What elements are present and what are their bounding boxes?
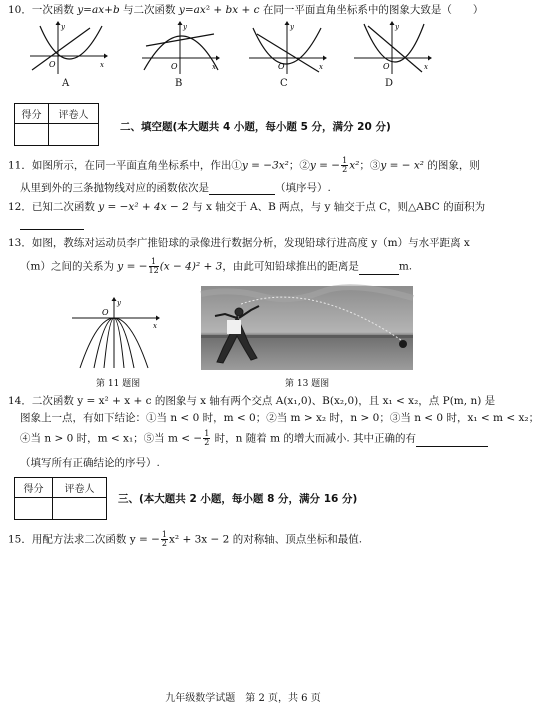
- score-cell-2[interactable]: [15, 498, 53, 520]
- q10-a-y-label: y: [61, 23, 65, 31]
- q10-d-y-label: y: [395, 23, 399, 31]
- q10-a-origin: O: [49, 60, 56, 69]
- q13-line2: （m）之间的关系为 y = − $\frac{1}{12}$ (x − 4)² + 3，由此可知铅球推出的距离是 m.: [20, 257, 413, 275]
- page-footer: 九年级数学试题 第 2 页，共 6 页: [165, 693, 321, 704]
- q11-line1: 11．如图所示，在同一平面直角坐标系中，作出①y = −3x²；②y = − $\frac{1}{2}$ x²；③y = − x² 的图象，则: [8, 156, 480, 174]
- q10-a-x-label: x: [100, 61, 104, 69]
- q10-graph-c: [247, 20, 327, 75]
- q10-text: 10．一次函数 y=ax+b 与二次函数 y=ax² + bx + c 在同一平面直角坐标系中的图象大致是（ ）: [8, 4, 484, 16]
- fig11-parabolas: [70, 296, 166, 370]
- q14-fraction: $\frac{1}{2}$: [204, 429, 210, 447]
- q14-line1: 14．二次函数 y = x² + x + c 的图象与 x 轴有两个交点 A(x₁,0)、B(x₂,0)，且 x₁ < x₂，点 P(m, n) 是: [8, 395, 496, 407]
- fig13-caption: 第 13 题图: [285, 379, 330, 389]
- q10-c-x-label: x: [319, 63, 323, 71]
- score-box-section2: [14, 103, 99, 146]
- fig11-caption: 第 11 题图: [96, 379, 141, 389]
- q10-b-y-label: y: [183, 23, 187, 31]
- q10-option-c[interactable]: C: [280, 78, 288, 89]
- section2-heading: 二、填空题(本大题共 4 小题，每小题 5 分，满分 20 分): [120, 121, 391, 133]
- score-header-2: 得分: [15, 478, 53, 498]
- q10-b-x-label: x: [212, 63, 216, 71]
- q10-d-origin: O: [383, 62, 390, 71]
- q11-answer-blank[interactable]: [209, 183, 275, 195]
- q14-line4: （填写所有正确结论的序号）.: [20, 457, 160, 469]
- score-header: 得分: [15, 104, 49, 124]
- q15-line: 15．用配方法求二次函数 y = − $\frac{1}{2}$ x² + 3x − 2 的对称轴、顶点坐标和最值.: [8, 530, 363, 548]
- q13-answer-blank[interactable]: [359, 263, 399, 275]
- score-box-section3: [14, 477, 107, 520]
- q13-fraction: $\frac{1}{12}$: [148, 257, 159, 275]
- fig11-origin: O: [102, 308, 109, 317]
- section3-heading: 三、(本大题共 2 小题，每小题 8 分，满分 16 分): [118, 493, 358, 505]
- q10-b-origin: O: [171, 62, 178, 71]
- reviewer-cell[interactable]: [49, 124, 99, 146]
- q13-line1: 13．如图，教练对运动员李广推铅球的录像进行数据分析，发现铅球行进高度 y（m）与水平距离 x: [8, 237, 470, 249]
- q14-line3: ④当 n > 0 时，m < x₁；⑤当 m < − $\frac{1}{2}$ 时，n 随着 m 的增大而减小. 其中正确的有: [20, 430, 488, 447]
- q11-fraction: $\frac{1}{2}$: [342, 156, 348, 174]
- reviewer-cell-2[interactable]: [53, 498, 107, 520]
- q10-graph-b: [140, 20, 220, 75]
- q10-c-y-label: y: [290, 23, 294, 31]
- fig11-x-label: x: [153, 322, 157, 330]
- reviewer-header-2: 评卷人: [53, 478, 107, 498]
- q10-option-d[interactable]: D: [385, 78, 394, 89]
- q10-option-a[interactable]: A: [62, 78, 70, 89]
- q12-line1: 12．已知二次函数 y = −x² + 4x − 2 与 x 轴交于 A、B 两点，与 y 轴交于点 C，则△ABC 的面积为: [8, 201, 486, 213]
- q12-answer-blank[interactable]: [20, 218, 84, 230]
- q10-graph-a: [28, 20, 108, 75]
- q12-line2: [20, 218, 84, 230]
- fig13-photo: [201, 286, 413, 370]
- q14-answer-blank[interactable]: [416, 435, 488, 447]
- q10-d-x-label: x: [424, 63, 428, 71]
- q11-line2: 从里到外的三条抛物线对应的函数依次是 （填序号）.: [20, 182, 331, 194]
- q10-graph-d: [352, 20, 432, 75]
- q10-option-b[interactable]: B: [175, 78, 183, 89]
- score-cell[interactable]: [15, 124, 49, 146]
- reviewer-header: 评卷人: [49, 104, 99, 124]
- q14-line2: 图象上一点，有如下结论：①当 n < 0 时，m < 0；②当 m > x₂ 时，n > 0；③当 n < 0 时，x₁ < m < x₂；: [20, 412, 539, 424]
- q10-c-origin: O: [278, 62, 285, 71]
- fig11-y-label: y: [117, 299, 121, 307]
- q15-fraction: $\frac{1}{2}$: [161, 530, 167, 548]
